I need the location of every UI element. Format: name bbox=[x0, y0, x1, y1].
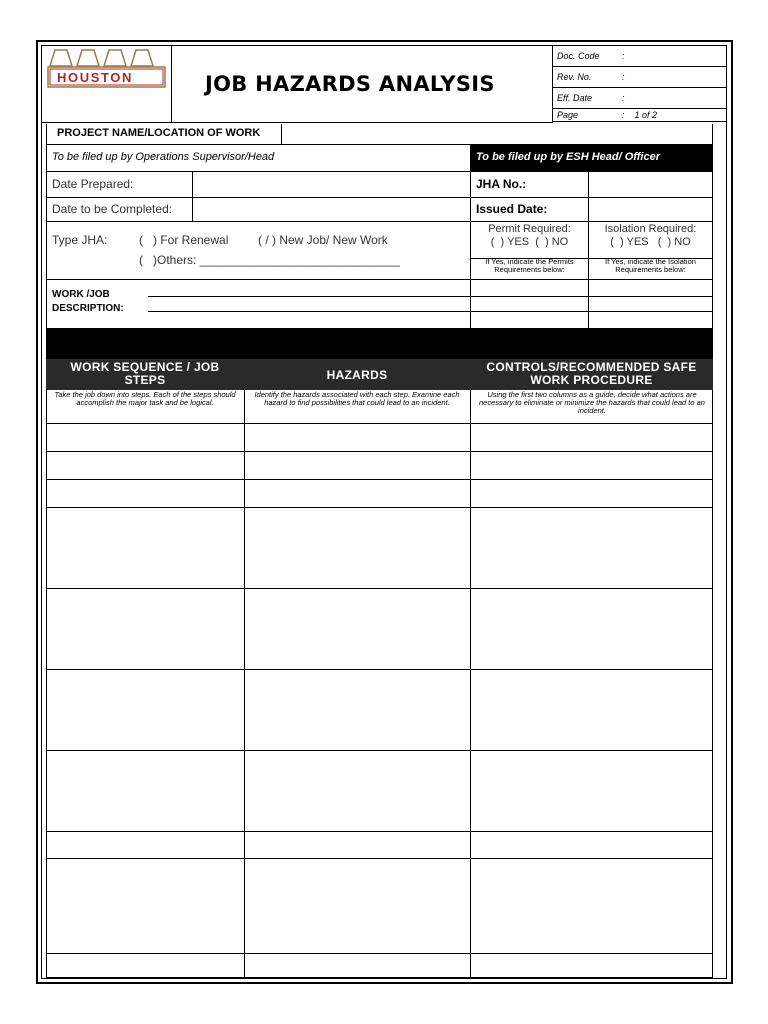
table-cell-control[interactable] bbox=[471, 508, 712, 588]
logo-text: HOUSTON bbox=[57, 70, 133, 85]
form-left-rule bbox=[46, 145, 47, 279]
table-cell-control[interactable] bbox=[471, 832, 712, 858]
filed-by-esh-label: To be filed up by ESH Head/ Officer bbox=[476, 151, 660, 163]
meta-rule bbox=[552, 87, 727, 88]
project-row-right bbox=[712, 124, 713, 144]
date-label-divider bbox=[192, 171, 193, 221]
table-cell-step[interactable] bbox=[47, 480, 244, 507]
date-prepared-label: Date Prepared: bbox=[52, 177, 134, 191]
isolation-required-options[interactable]: ( ) YES ( ) NO bbox=[610, 236, 691, 248]
project-name-label: PROJECT NAME/LOCATION OF WORK bbox=[57, 127, 261, 139]
work-desc-right bbox=[712, 279, 713, 329]
form-rule bbox=[46, 171, 713, 172]
form-rule bbox=[46, 197, 713, 198]
header-bottom-rule bbox=[41, 122, 553, 123]
table-cell-control[interactable] bbox=[471, 480, 712, 507]
issued-date-field[interactable] bbox=[590, 199, 711, 220]
isolation-required-note: If Yes, indicate the Isolation Requirements below: bbox=[605, 257, 696, 274]
header-divider-logo bbox=[171, 45, 172, 123]
project-row-left bbox=[46, 124, 47, 144]
isolation-required-title: Isolation Required: bbox=[604, 223, 697, 235]
project-name-field[interactable] bbox=[283, 126, 711, 143]
table-cell-hazard[interactable] bbox=[245, 859, 470, 953]
table-cell-hazard[interactable] bbox=[245, 508, 470, 588]
type-jha-others-option[interactable]: ( )Others: ______________________________ bbox=[139, 253, 400, 267]
meta-value-page: : 1 of 2 bbox=[622, 110, 658, 120]
table-cell-step[interactable] bbox=[47, 832, 244, 858]
date-completed-field[interactable] bbox=[194, 199, 469, 220]
jha-no-field[interactable] bbox=[590, 173, 711, 196]
table-cell-step[interactable] bbox=[47, 424, 244, 451]
meta-label-eff-date: Eff. Date bbox=[557, 93, 593, 103]
permit-required-note: If Yes, indicate the Permits Requirements below: bbox=[485, 257, 574, 274]
table-cell-step[interactable] bbox=[47, 751, 244, 831]
form-rule bbox=[46, 279, 713, 280]
form-rule bbox=[46, 221, 713, 222]
table-cell-hazard[interactable] bbox=[245, 954, 470, 977]
work-desc-divider bbox=[470, 279, 471, 329]
table-cell-hazard[interactable] bbox=[245, 832, 470, 858]
table-cell-hazard[interactable] bbox=[245, 480, 470, 507]
meta-value-rev-no: : bbox=[622, 72, 625, 82]
table-cell-hazard[interactable] bbox=[245, 751, 470, 831]
meta-value-eff-date: : bbox=[622, 93, 625, 103]
meta-label-rev-no: Rev. No. bbox=[557, 72, 592, 82]
table-cell-step[interactable] bbox=[47, 954, 244, 977]
work-desc-label-line1: WORK /JOB bbox=[52, 289, 110, 300]
table-cell-hazard[interactable] bbox=[245, 424, 470, 451]
table-cell-hazard[interactable] bbox=[245, 589, 470, 669]
filed-by-operations-label: To be filed up by Operations Supervisor/Head bbox=[52, 151, 275, 163]
meta-label-doc-code: Doc. Code bbox=[557, 51, 600, 61]
date-prepared-field[interactable] bbox=[194, 173, 469, 196]
meta-label-page: Page bbox=[557, 110, 579, 120]
type-jha-new-job-option[interactable]: ( / ) New Job/ New Work bbox=[258, 233, 388, 247]
col-note-steps: Take the job down into steps. Each of the steps should accomplish the major task and be logical. bbox=[54, 390, 236, 407]
table-cell-control[interactable] bbox=[471, 954, 712, 977]
table-cell-step[interactable] bbox=[47, 589, 244, 669]
work-desc-divider bbox=[588, 279, 589, 329]
date-completed-label: Date to be Completed: bbox=[52, 202, 173, 216]
work-desc-label-line2: DESCRIPTION: bbox=[52, 303, 124, 314]
table-cell-step[interactable] bbox=[47, 670, 244, 750]
table-cell-hazard[interactable] bbox=[245, 670, 470, 750]
permit-required-options[interactable]: ( ) YES ( ) NO bbox=[490, 236, 569, 248]
jha-no-label: JHA No.: bbox=[476, 177, 527, 191]
col-note-hazards: Identify the hazards associated with each step. Examine each hazard to find possibilities that could lead to an incident. bbox=[254, 390, 460, 407]
header-divider-meta bbox=[552, 45, 553, 123]
table-cell-control[interactable] bbox=[471, 859, 712, 953]
company-logo bbox=[47, 48, 167, 93]
col-note-controls: Using the first two columns as a guide, decide what actions are necessary to eliminate or minimize the hazards that could lead to an incident. bbox=[479, 390, 705, 415]
work-desc-field[interactable] bbox=[150, 282, 468, 326]
band-notch bbox=[706, 343, 713, 359]
meta-rule bbox=[552, 66, 727, 67]
meta-value-doc-code: : bbox=[622, 51, 625, 61]
table-row-rule bbox=[46, 977, 713, 978]
type-jha-label: Type JHA: bbox=[52, 233, 108, 247]
section-divider-band bbox=[46, 328, 713, 359]
col-header-steps: WORK SEQUENCE / JOB STEPS bbox=[70, 360, 220, 387]
table-cell-step[interactable] bbox=[47, 859, 244, 953]
meta-rule bbox=[552, 121, 727, 122]
type-jha-renewal-option[interactable]: ( ) For Renewal bbox=[139, 233, 229, 247]
work-desc-left bbox=[46, 279, 47, 329]
table-cell-step[interactable] bbox=[47, 508, 244, 588]
col-header-controls: CONTROLS/RECOMMENDED SAFE WORK PROCEDURE bbox=[486, 360, 697, 387]
project-row-divider bbox=[281, 124, 282, 144]
document-title: JOB HAZARDS ANALYSIS bbox=[205, 72, 495, 96]
meta-rule bbox=[552, 108, 727, 109]
issued-date-label: Issued Date: bbox=[476, 202, 548, 216]
table-cell-control[interactable] bbox=[471, 670, 712, 750]
permit-required-title: Permit Required: bbox=[488, 223, 571, 235]
table-cell-control[interactable] bbox=[471, 589, 712, 669]
table-cell-control[interactable] bbox=[471, 751, 712, 831]
table-cell-control[interactable] bbox=[471, 452, 712, 479]
table-cell-step[interactable] bbox=[47, 452, 244, 479]
col-header-hazards: HAZARDS bbox=[326, 368, 388, 382]
table-cell-control[interactable] bbox=[471, 424, 712, 451]
table-cell-hazard[interactable] bbox=[245, 452, 470, 479]
